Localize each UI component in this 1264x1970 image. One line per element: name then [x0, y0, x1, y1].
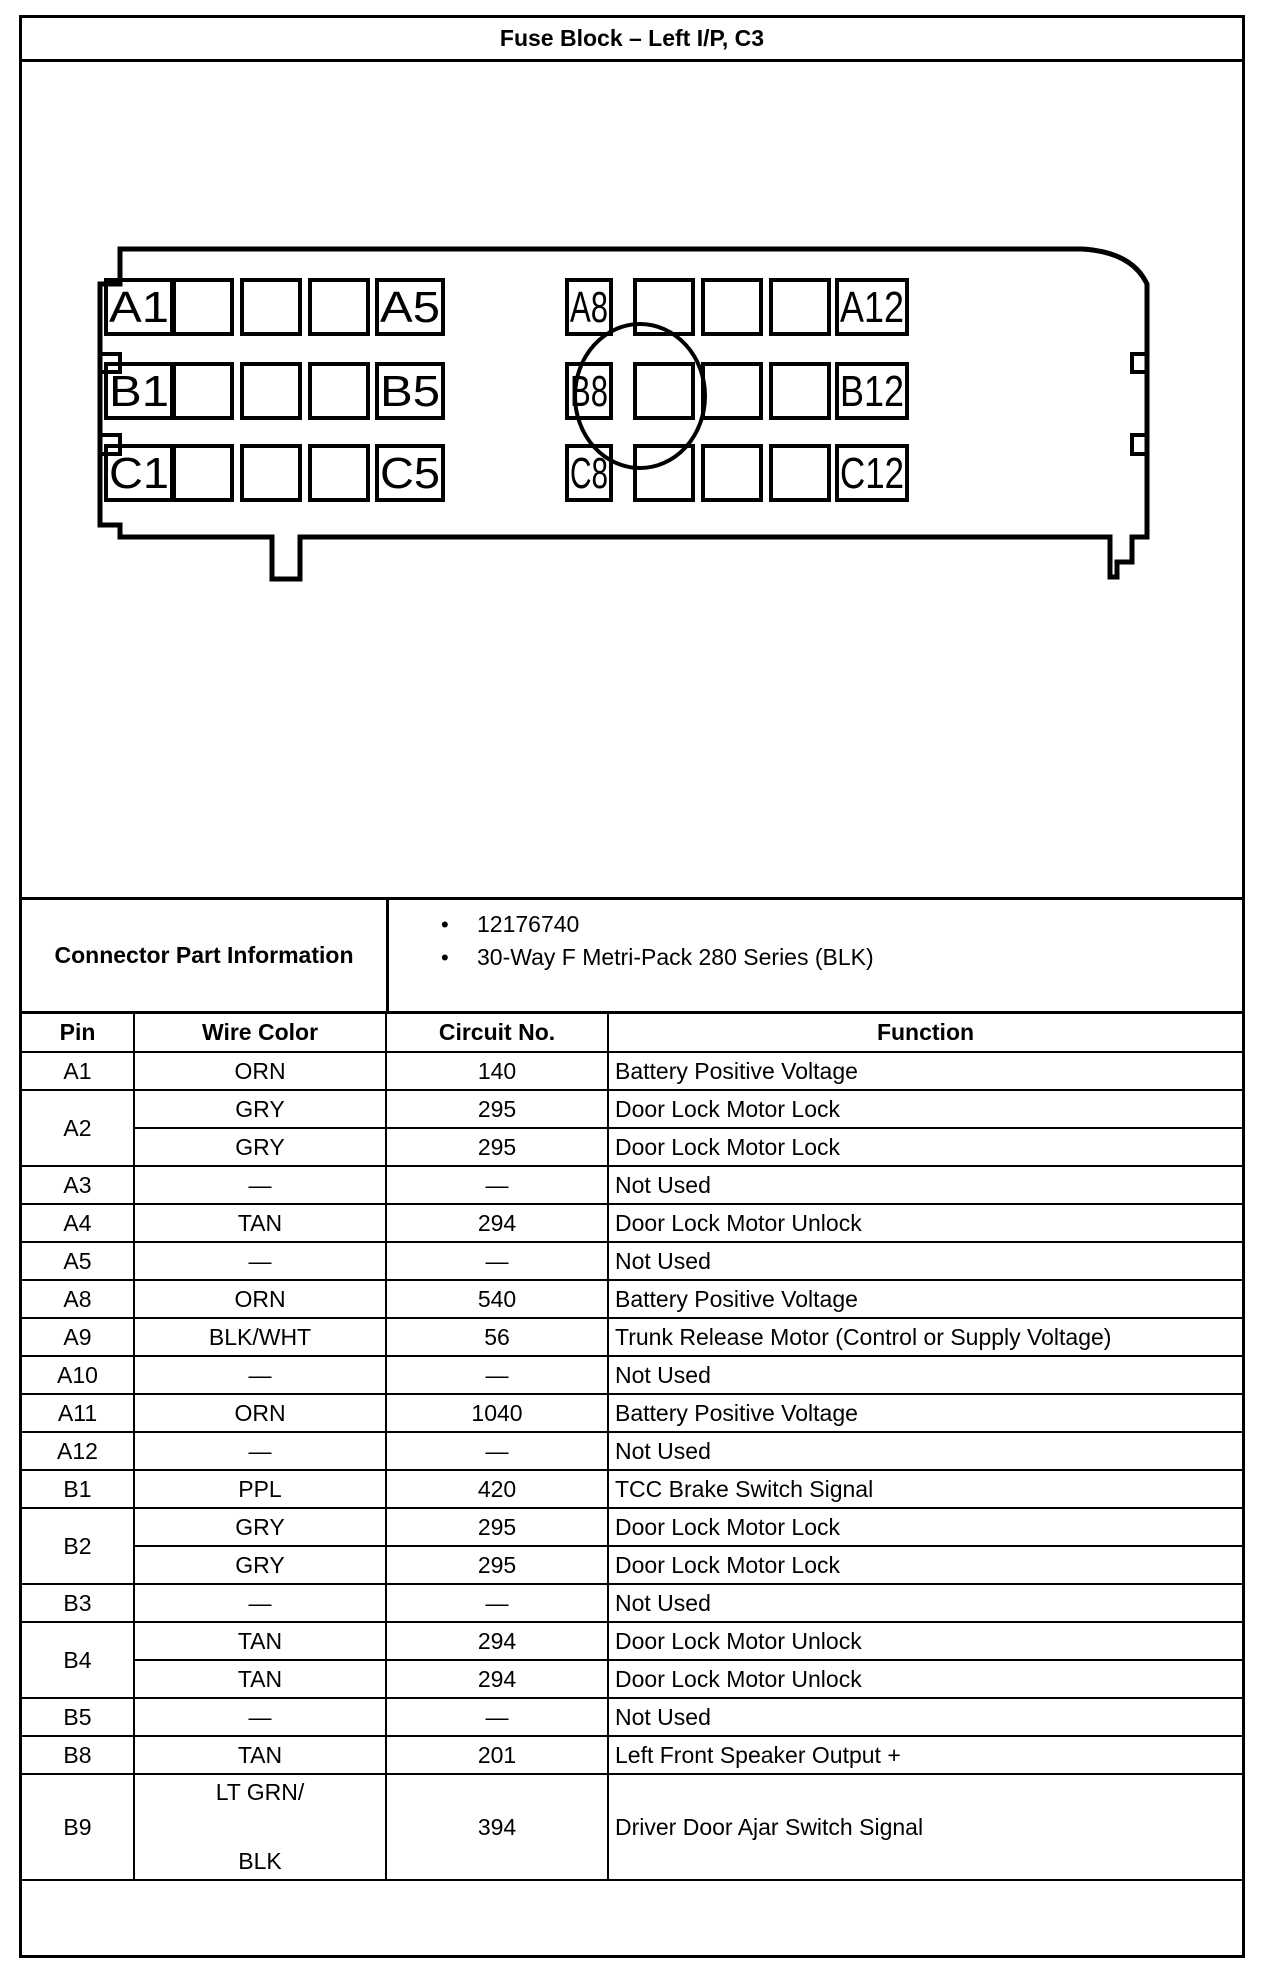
function-cell: Not Used: [608, 1698, 1242, 1736]
connector-housing-outline: [100, 249, 1147, 579]
table-row: [22, 1508, 1242, 1546]
function-cell: Not Used: [608, 1166, 1242, 1204]
cavity-label: A5: [380, 283, 440, 332]
function-cell: Battery Positive Voltage: [608, 1280, 1242, 1318]
pin-cell: A12: [22, 1432, 134, 1470]
table-row: [22, 1356, 1242, 1394]
function-cell: Door Lock Motor Lock: [608, 1128, 1242, 1166]
cavity-label: C1: [109, 449, 169, 498]
circuit-cell: 295: [386, 1128, 608, 1166]
wire-color-line: BLK: [238, 1848, 282, 1874]
cavity-box: [771, 280, 829, 334]
pin-cell: B9: [22, 1774, 134, 1880]
wire-color-cell: ORN: [134, 1052, 386, 1090]
circuit-cell: 295: [386, 1546, 608, 1584]
circuit-cell: —: [386, 1166, 608, 1204]
circuit-cell: —: [386, 1432, 608, 1470]
pin-cell: A10: [22, 1356, 134, 1394]
wire-color-cell: BLK/WHT: [134, 1318, 386, 1356]
circuit-cell: 1040: [386, 1394, 608, 1432]
pin-cell: A1: [22, 1052, 134, 1090]
cavity-box: [771, 364, 829, 418]
header-function: Function: [608, 1014, 1242, 1052]
connector-diagram: [22, 62, 1242, 900]
page-title: Fuse Block – Left I/P, C3: [22, 18, 1242, 62]
pin-cell: A3: [22, 1166, 134, 1204]
circuit-cell: 201: [386, 1736, 608, 1774]
wire-color-cell: ORN: [134, 1280, 386, 1318]
table-row: [22, 1470, 1242, 1508]
cavity-box: [310, 364, 368, 418]
cavity-box: [242, 364, 300, 418]
table-row: [22, 1546, 1242, 1584]
table-row: [22, 1052, 1242, 1090]
function-cell: Not Used: [608, 1356, 1242, 1394]
cavity-box: [174, 364, 232, 418]
function-cell: TCC Brake Switch Signal: [608, 1470, 1242, 1508]
info-label: Connector Part Information: [22, 900, 389, 1011]
connector-part-info: [22, 900, 1242, 1014]
cavity-box: [310, 446, 368, 500]
table-row: [22, 1242, 1242, 1280]
table-row: [22, 1736, 1242, 1774]
function-cell: Door Lock Motor Lock: [608, 1546, 1242, 1584]
function-cell: Left Front Speaker Output +: [608, 1736, 1242, 1774]
header-pin: Pin: [22, 1014, 134, 1052]
header-wire-color: Wire Color: [134, 1014, 386, 1052]
info-item-description: • 30-Way F Metri-Pack 280 Series (BLK): [389, 941, 1242, 974]
circuit-cell: 294: [386, 1622, 608, 1660]
wire-color-cell: TAN: [134, 1736, 386, 1774]
cavity-box: [635, 446, 693, 500]
table-row: [22, 1204, 1242, 1242]
cavity-label: C8: [570, 449, 608, 498]
circuit-cell: 420: [386, 1470, 608, 1508]
function-cell: Door Lock Motor Unlock: [608, 1622, 1242, 1660]
pin-cell: B3: [22, 1584, 134, 1622]
circuit-cell: 394: [386, 1774, 608, 1880]
wire-color-cell: [134, 1774, 386, 1880]
wire-color-cell: GRY: [134, 1508, 386, 1546]
cavity-label: B12: [840, 367, 904, 416]
pin-cell: A11: [22, 1394, 134, 1432]
table-row: [22, 1584, 1242, 1622]
info-list: [389, 900, 1242, 1019]
cavity-box: [242, 280, 300, 334]
cavity-label: B5: [380, 367, 440, 416]
table-row: [22, 1318, 1242, 1356]
table-header-row: [22, 1014, 1242, 1052]
cavity-label: B8: [570, 367, 608, 416]
cavity-label: A8: [570, 283, 608, 332]
circuit-cell: —: [386, 1698, 608, 1736]
circuit-cell: 295: [386, 1090, 608, 1128]
wire-color-stack: [139, 1777, 381, 1877]
wire-color-cell: GRY: [134, 1128, 386, 1166]
cavity-label: A1: [109, 283, 169, 332]
table-row: [22, 1698, 1242, 1736]
pin-cell: B4: [22, 1622, 134, 1698]
circuit-cell: 140: [386, 1052, 608, 1090]
pin-cell: B5: [22, 1698, 134, 1736]
pin-cell: A8: [22, 1280, 134, 1318]
cavity-box: [174, 280, 232, 334]
circuit-cell: 295: [386, 1508, 608, 1546]
circuit-cell: —: [386, 1242, 608, 1280]
function-cell: Driver Door Ajar Switch Signal: [608, 1774, 1242, 1880]
function-cell: Battery Positive Voltage: [608, 1394, 1242, 1432]
table-row: [22, 1090, 1242, 1128]
wire-color-cell: —: [134, 1584, 386, 1622]
pin-cell: B2: [22, 1508, 134, 1584]
cavity-label: C5: [380, 449, 440, 498]
pin-cell: B1: [22, 1470, 134, 1508]
cavity-box: [703, 280, 761, 334]
pin-table: [22, 1014, 1242, 1881]
wire-color-cell: —: [134, 1698, 386, 1736]
table-row: [22, 1660, 1242, 1698]
pin-cell: A2: [22, 1090, 134, 1166]
pin-cell: A5: [22, 1242, 134, 1280]
function-cell: Not Used: [608, 1242, 1242, 1280]
wire-color-cell: GRY: [134, 1546, 386, 1584]
wire-color-cell: TAN: [134, 1622, 386, 1660]
circuit-cell: 56: [386, 1318, 608, 1356]
wire-color-cell: —: [134, 1166, 386, 1204]
table-row: [22, 1622, 1242, 1660]
wire-color-cell: —: [134, 1242, 386, 1280]
table-row: [22, 1432, 1242, 1470]
cavity-box: [635, 364, 693, 418]
table-row: [22, 1394, 1242, 1432]
circuit-cell: —: [386, 1356, 608, 1394]
function-cell: Not Used: [608, 1584, 1242, 1622]
wire-color-cell: GRY: [134, 1090, 386, 1128]
cavity-grid: [106, 280, 907, 500]
cavity-box: [242, 446, 300, 500]
function-cell: Not Used: [608, 1432, 1242, 1470]
connector-face-drawing: [22, 62, 1242, 897]
table-row: [22, 1128, 1242, 1166]
function-cell: Door Lock Motor Lock: [608, 1508, 1242, 1546]
function-cell: Door Lock Motor Lock: [608, 1090, 1242, 1128]
cavity-label: C12: [840, 449, 904, 498]
table-row: [22, 1166, 1242, 1204]
cavity-label: A12: [840, 283, 904, 332]
header-circuit: Circuit No.: [386, 1014, 608, 1052]
wire-color-cell: TAN: [134, 1204, 386, 1242]
function-cell: Door Lock Motor Unlock: [608, 1660, 1242, 1698]
function-cell: Trunk Release Motor (Control or Supply Voltage): [608, 1318, 1242, 1356]
pin-cell: A9: [22, 1318, 134, 1356]
pin-cell: A4: [22, 1204, 134, 1242]
wire-color-cell: TAN: [134, 1660, 386, 1698]
function-cell: Door Lock Motor Unlock: [608, 1204, 1242, 1242]
wire-color-line: LT GRN/: [215, 1779, 305, 1805]
cavity-box: [310, 280, 368, 334]
cavity-label: B1: [109, 367, 169, 416]
cavity-box: [771, 446, 829, 500]
cavity-box: [703, 446, 761, 500]
table-row: [22, 1774, 1242, 1880]
cavity-box: [174, 446, 232, 500]
circuit-cell: —: [386, 1584, 608, 1622]
circuit-cell: 294: [386, 1204, 608, 1242]
wire-color-cell: PPL: [134, 1470, 386, 1508]
table-row: [22, 1280, 1242, 1318]
circuit-cell: 540: [386, 1280, 608, 1318]
circuit-cell: 294: [386, 1660, 608, 1698]
connector-sheet: [19, 15, 1245, 1958]
wire-color-cell: —: [134, 1356, 386, 1394]
pin-cell: B8: [22, 1736, 134, 1774]
wire-color-cell: —: [134, 1432, 386, 1470]
wire-color-cell: ORN: [134, 1394, 386, 1432]
function-cell: Battery Positive Voltage: [608, 1052, 1242, 1090]
cavity-box: [703, 364, 761, 418]
info-item-part-number: • 12176740: [389, 908, 1242, 941]
